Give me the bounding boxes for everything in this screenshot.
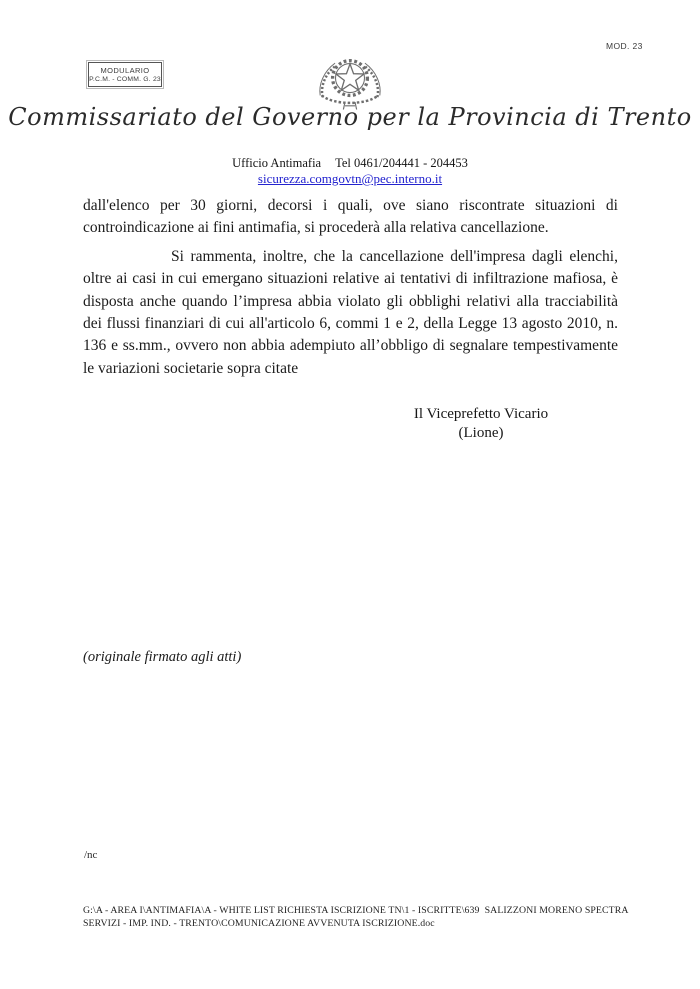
modulario-line1: MODULARIO [100,66,150,75]
mod-number-label: MOD. 23 [606,41,643,51]
body-paragraph-2: Si rammenta, inoltre, che la cancellazione dell'impresa dagli elenchi, oltre ai casi in cui emergano situazioni relative ai tentativi di infiltrazione mafiosa, è disposta anche quando l’impresa abbia violato gli obblighi relativi alla tracciabilità dei flussi finanziari di cui all'articolo 6, commi 1 e 2, della Legge 13 agosto 2010, n. 136 e ss.mm., ovvero non abbia adempiuto all’obbligo di segnalare tempestivamente le variazioni societarie sopra citate [83,247,618,377]
drafter-initials: /nc [84,849,98,861]
signer-role: Il Viceprefetto Vicario [413,406,549,422]
letter-body [83,195,618,380]
modulario-line2: P.C.M. - COMM. G. 23 [89,76,161,83]
office-contact-line [0,156,700,171]
office-telephone: Tel 0461/204441 - 204453 [335,156,468,170]
modulario-box [88,62,162,87]
signature-block [380,405,582,442]
pec-email-link[interactable]: sicurezza.comgovtn@pec.interno.it [257,171,443,186]
document-file-path: G:\A - AREA I\ANTIMAFIA\A - WHITE LIST RICHIESTA ISCRIZIONE TN\1 - ISCRITTE\639 SALIZZONI MORENO SPECTRA SERVIZI - IMP. IND. - TRENTO\COMUNICAZIONE AVVENUTA ISCRIZIONE.doc [83,905,631,929]
signer-name: (Lione) [458,424,504,441]
original-signed-note: (originale firmato agli atti) [83,649,242,665]
office-unit-label: Ufficio Antimafia [232,156,322,170]
body-paragraph-1: dall'elenco per 30 giorni, decorsi i quali, ove siano riscontrate situazioni di controindicazione ai fini antimafia, si procederà alla relativa cancellazione. [83,197,618,237]
pec-email-line [0,171,700,187]
letterhead-office-title: Commissariato del Governo per la Provincia di Trento [8,103,692,131]
